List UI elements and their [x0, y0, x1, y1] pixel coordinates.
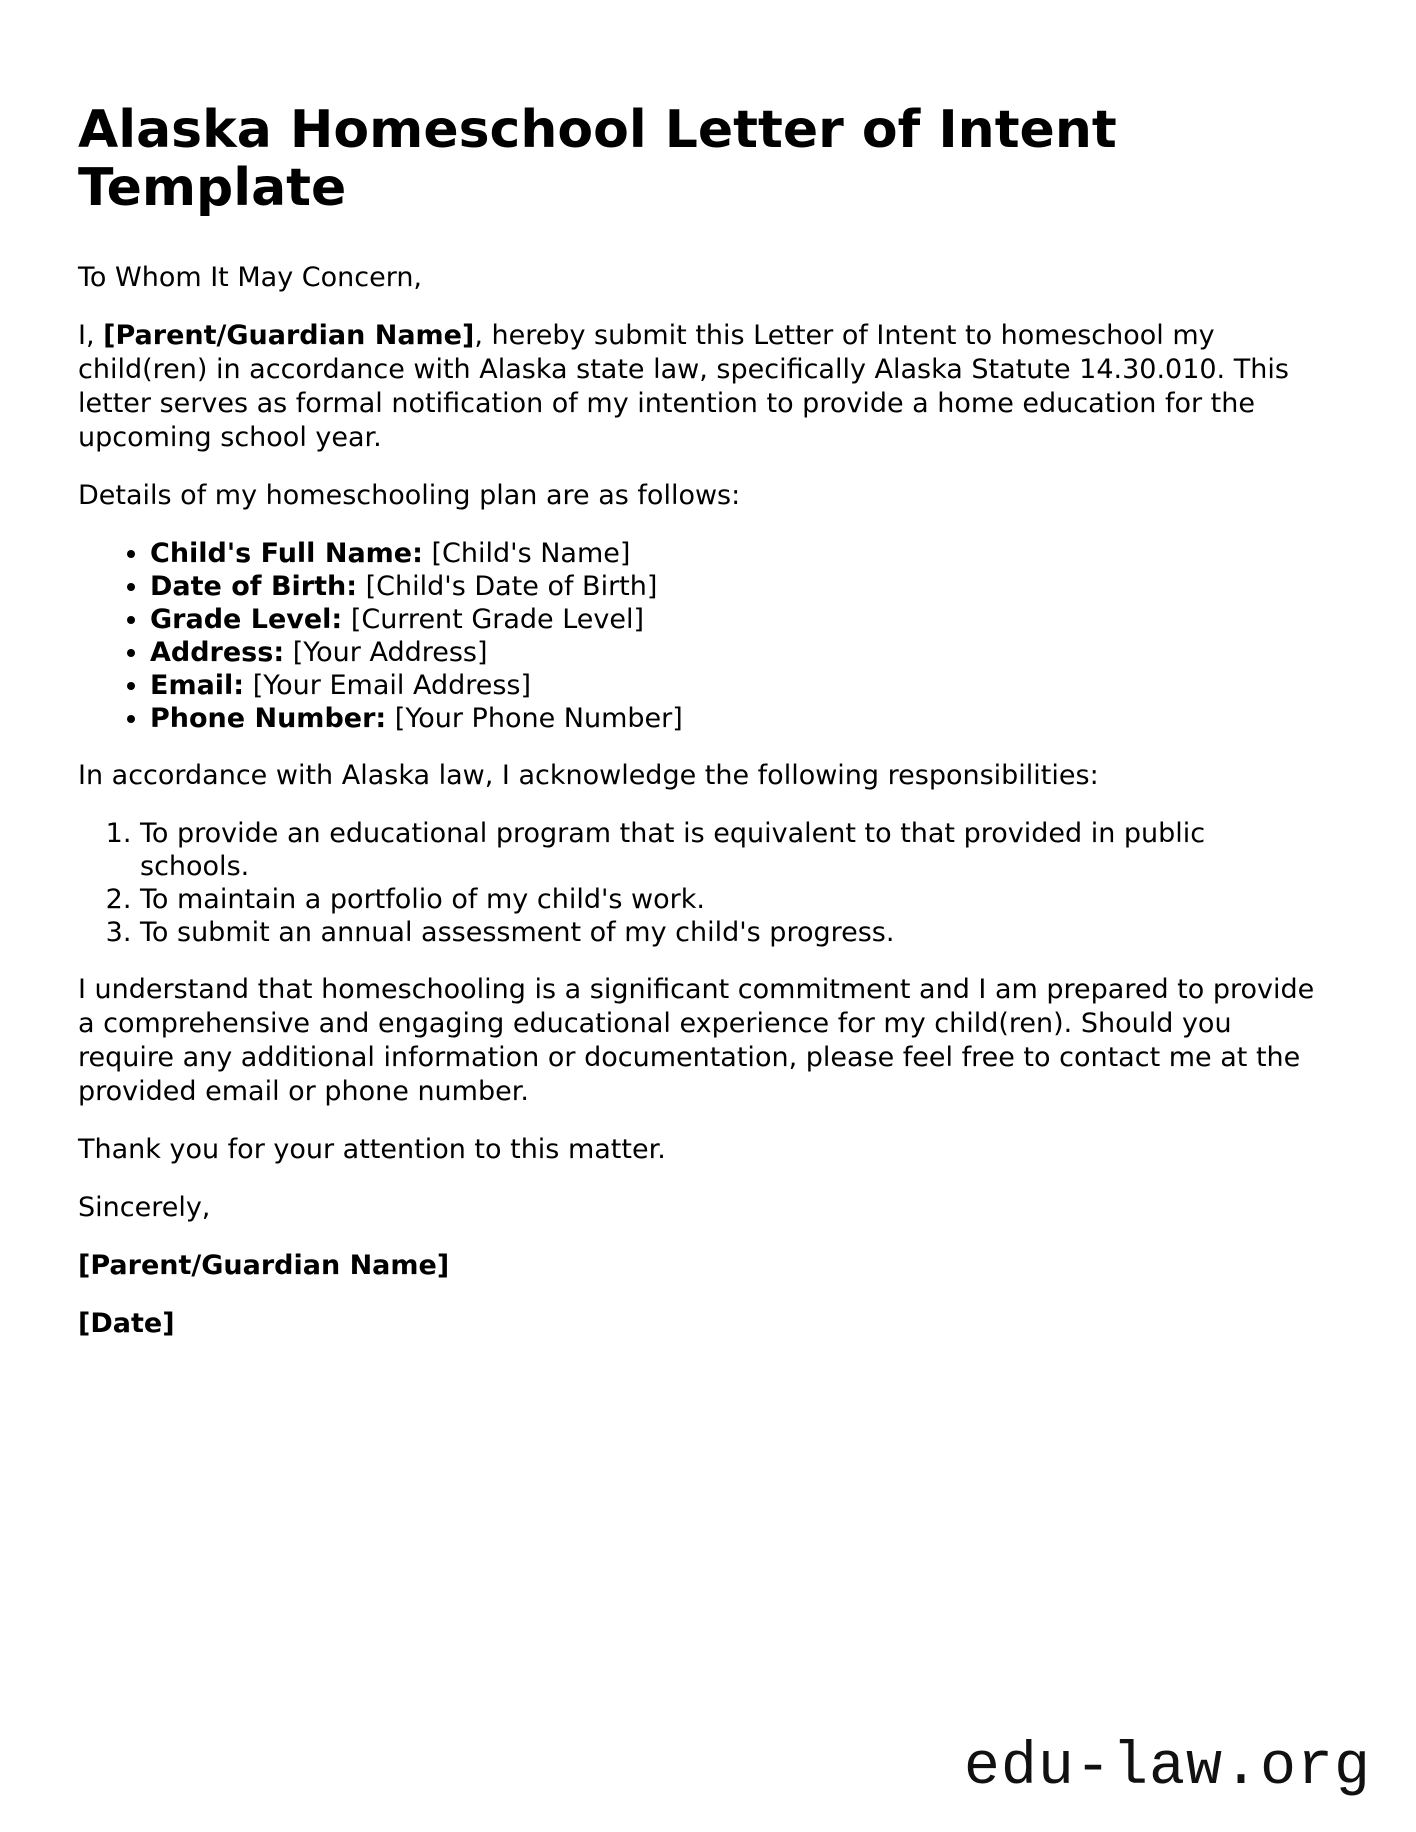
list-item-address — [150, 636, 1318, 669]
closing-line: Sincerely, — [78, 1192, 211, 1224]
list-item-email — [150, 669, 1318, 702]
detail-value: [Your Email Address] — [252, 670, 532, 702]
detail-value: [Your Phone Number] — [394, 703, 683, 735]
page-title: Alaska Homeschool Letter of Intent Template — [78, 100, 1117, 219]
detail-label: Address: — [150, 637, 285, 669]
details-heading: Details of my homeschooling plan are as follows: — [78, 480, 741, 512]
site-watermark: edu-law.org — [963, 1734, 1371, 1802]
responsibilities-list — [78, 817, 1318, 949]
detail-label: Email: — [150, 670, 245, 702]
responsibilities-heading: In accordance with Alaska law, I acknowledge the following responsibilities: — [78, 760, 1099, 792]
detail-value: [Child's Date of Birth] — [365, 571, 658, 603]
signature-name-placeholder: [Parent/Guardian Name] — [78, 1250, 450, 1282]
detail-label: Grade Level: — [150, 604, 343, 636]
detail-label: Phone Number: — [150, 703, 387, 735]
commitment-paragraph: I understand that homeschooling is a significant commitment and I am prepared to provide a comprehensive and engaging educational experience for my child(ren). Should you require any additional information or documentation, please feel free to contact me at the provided email or phone number. — [78, 974, 1315, 1108]
list-item-child-name — [150, 537, 1318, 570]
intro-paragraph — [78, 319, 1318, 455]
list-item-date-of-birth — [150, 570, 1318, 603]
signature-date-placeholder: [Date] — [78, 1308, 175, 1340]
intro-prefix: I, — [78, 320, 104, 352]
intro-body: , hereby submit this Letter of Intent to homeschool my child(ren) in accordance with Alaska state law, specifically Alaska Statute 14.30.010. This letter serves as formal notification of my intention to provide a home education for the upcoming school year. — [78, 320, 1289, 454]
detail-value: [Current Grade Level] — [350, 604, 645, 636]
detail-value: [Your Address] — [292, 637, 488, 669]
detail-label: Child's Full Name: — [150, 538, 423, 570]
details-list — [78, 537, 1318, 735]
list-item-grade-level — [150, 603, 1318, 636]
responsibility-item: 1. To provide an educational program that is equivalent to that provided in public schools. — [140, 817, 1318, 883]
responsibility-item: 3. To submit an annual assessment of my child's progress. — [140, 916, 1318, 949]
detail-value: [Child's Name] — [431, 538, 631, 570]
list-item-phone-number — [150, 702, 1318, 735]
detail-label: Date of Birth: — [150, 571, 358, 603]
parent-name-placeholder: [Parent/Guardian Name] — [103, 320, 475, 352]
salutation: To Whom It May Concern, — [78, 262, 423, 294]
responsibility-item: 2. To maintain a portfolio of my child's work. — [140, 883, 1318, 916]
thanks-line: Thank you for your attention to this matter. — [78, 1134, 666, 1166]
